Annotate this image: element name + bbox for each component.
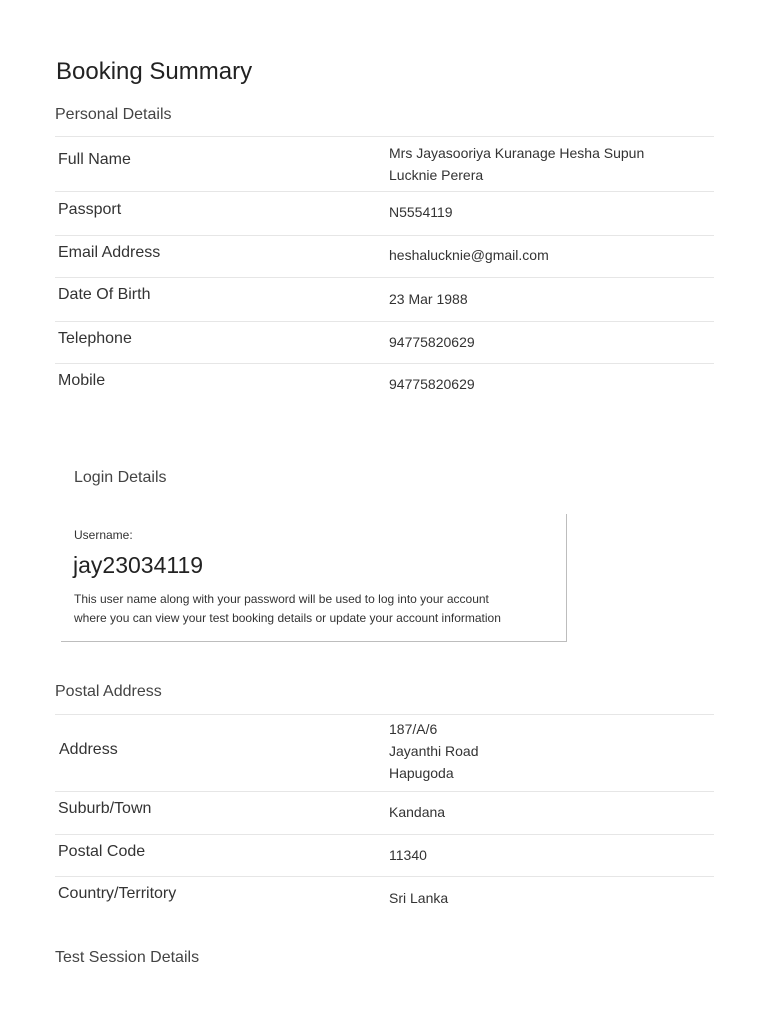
telephone-value: 94775820629 [389,334,475,350]
detail-row-address [55,714,714,791]
postal-address-table [55,714,714,918]
detail-row-full-name [55,136,714,191]
login-details-card [61,514,567,642]
country-value: Sri Lanka [389,890,449,906]
detail-row-date-of-birth [55,277,714,321]
full-name-line-2: Lucknie Perera [389,167,484,183]
login-help-text [74,590,554,628]
page-title: Booking Summary [56,58,253,85]
detail-row-mobile [55,363,714,405]
address-line-3: Hapugoda [389,765,454,781]
country-label: Country/Territory [58,885,177,902]
passport-label: Passport [58,201,122,218]
address-value [389,718,709,784]
date-of-birth-label: Date Of Birth [58,286,151,303]
detail-row-country [55,876,714,918]
username-value: jay23034119 [73,552,204,578]
postal-code-label: Postal Code [58,843,146,860]
suburb-value: Kandana [389,804,446,820]
mobile-value: 94775820629 [389,376,475,392]
postal-address-heading: Postal Address [55,683,162,700]
detail-row-suburb [55,791,714,834]
address-label: Address [59,741,118,758]
login-details-heading: Login Details [74,469,167,486]
username-label: Username: [74,528,133,542]
personal-details-table [55,136,714,405]
suburb-label: Suburb/Town [58,800,152,817]
address-line-2: Jayanthi Road [389,743,479,759]
login-help-line-1: This user name along with your password will be used to log into your account [74,592,489,606]
personal-details-heading: Personal Details [55,106,172,123]
full-name-label: Full Name [58,151,131,168]
full-name-value [389,142,709,186]
detail-row-email [55,235,714,277]
date-of-birth-value: 23 Mar 1988 [389,291,468,307]
email-label: Email Address [58,244,161,261]
email-value: heshalucknie@gmail.com [389,247,549,263]
telephone-label: Telephone [58,330,132,347]
mobile-label: Mobile [58,372,106,389]
passport-value: N5554119 [389,204,453,220]
full-name-line-1: Mrs Jayasooriya Kuranage Hesha Supun [389,145,645,161]
test-session-details-heading: Test Session Details [55,949,200,966]
detail-row-passport [55,191,714,235]
detail-row-telephone [55,321,714,363]
address-line-1: 187/A/6 [389,721,438,737]
login-help-line-2: where you can view your test booking details or update your account information [74,611,501,625]
postal-code-value: 11340 [389,847,427,863]
detail-row-postal-code [55,834,714,876]
